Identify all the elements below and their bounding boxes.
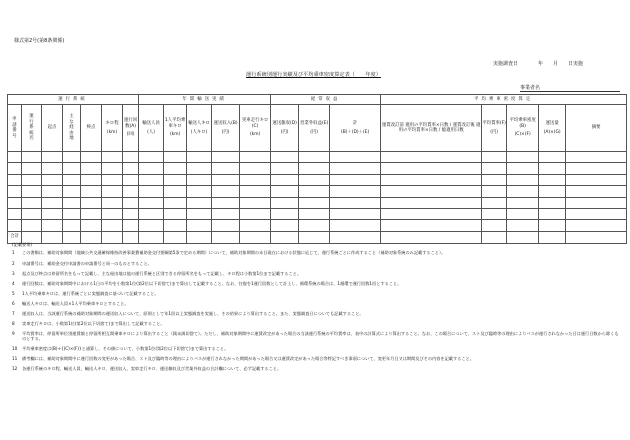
note-text: 各運行系統のキロ程、輸送人員、輸送人キロ、運送収入、実車走行キロ、運送雑収及び営業外収益の合計欄について、必ず記載すること。 bbox=[22, 366, 282, 372]
table-cell[interactable] bbox=[507, 174, 539, 185]
note-item bbox=[12, 271, 622, 276]
note-item bbox=[12, 356, 622, 361]
table-cell[interactable] bbox=[81, 163, 102, 174]
note-text: 運送収入は、当該運行系統の補助対象期間の運送収入について、原則として年1回以上実態調査を実施し、その結果により算出すること。また、実態調査日についても記載すること。 bbox=[22, 310, 364, 316]
table-cell[interactable] bbox=[299, 197, 330, 208]
table-cell[interactable] bbox=[81, 220, 102, 231]
table-cell[interactable] bbox=[240, 163, 271, 174]
column-header-label: 起点 bbox=[47, 125, 57, 131]
column-header-label: 運行回数(A) bbox=[123, 118, 138, 129]
table-cell[interactable] bbox=[330, 174, 381, 185]
table-cell[interactable] bbox=[164, 220, 187, 231]
table-cell[interactable] bbox=[8, 220, 22, 231]
group-route: 運行系統 bbox=[8, 95, 139, 105]
column-header-label: 営業外収益(E) bbox=[300, 121, 329, 126]
table-cell[interactable] bbox=[212, 208, 240, 219]
note-item bbox=[12, 261, 622, 266]
column-header-label: 運賃改訂前 適用の平均賃率×日数 / 運賃改訂後 適用の平均賃率×日数 / 総適用日数 bbox=[381, 122, 481, 133]
table-cell[interactable] bbox=[164, 163, 187, 174]
table-cell[interactable] bbox=[164, 152, 187, 163]
table-cell[interactable] bbox=[507, 163, 539, 174]
note-text: 申請番号は、補助金交付申請書の申請番号と同一のものとすること。 bbox=[22, 260, 152, 266]
table-cell[interactable] bbox=[299, 174, 330, 185]
table-cell[interactable] bbox=[212, 163, 240, 174]
note-number: 10 bbox=[12, 346, 18, 352]
table-cell[interactable] bbox=[63, 197, 81, 208]
column-header-unit: (人) bbox=[147, 129, 155, 135]
table-cell[interactable] bbox=[8, 163, 22, 174]
note-text: 実車走行キロは、小数第1位(第2位以下切捨て)まで算出して記載すること。 bbox=[22, 320, 165, 326]
table-cell[interactable] bbox=[330, 220, 381, 231]
table-row bbox=[8, 220, 627, 231]
table-cell[interactable] bbox=[566, 152, 627, 163]
table-cell[interactable] bbox=[42, 152, 63, 163]
note-number: 2 bbox=[12, 260, 15, 266]
table-cell[interactable] bbox=[63, 208, 81, 219]
data-rows bbox=[8, 152, 627, 232]
table-cell[interactable] bbox=[187, 152, 212, 163]
column-header bbox=[482, 105, 507, 152]
table-cell[interactable] bbox=[507, 186, 539, 197]
column-header bbox=[8, 105, 22, 152]
table-cell[interactable] bbox=[330, 208, 381, 219]
column-header-label: 運送雑収(D) bbox=[272, 121, 297, 126]
table-cell[interactable] bbox=[63, 220, 81, 231]
table-cell[interactable] bbox=[139, 208, 164, 219]
table-cell[interactable] bbox=[271, 152, 299, 163]
table-cell[interactable] bbox=[164, 197, 187, 208]
column-header bbox=[102, 105, 123, 152]
column-header-unit: (円) bbox=[310, 129, 319, 135]
table-cell[interactable] bbox=[381, 152, 482, 163]
table-cell[interactable] bbox=[299, 152, 330, 163]
table-row bbox=[8, 152, 627, 163]
column-header-label: 輸送人キロ bbox=[188, 121, 211, 126]
table-cell[interactable] bbox=[330, 152, 381, 163]
table-cell[interactable] bbox=[187, 220, 212, 231]
column-header bbox=[42, 105, 63, 152]
column-header bbox=[187, 105, 212, 152]
table-cell[interactable] bbox=[22, 163, 42, 174]
table-cell[interactable] bbox=[139, 186, 164, 197]
column-header-label: 平均賃率(F) bbox=[482, 121, 506, 126]
table-cell[interactable] bbox=[482, 163, 507, 174]
document-title: 運行系統別運行実績及び平均乗車密度算定表（ 年度） bbox=[246, 72, 381, 78]
table-cell[interactable] bbox=[330, 186, 381, 197]
table-cell[interactable] bbox=[566, 220, 627, 231]
table-cell[interactable] bbox=[102, 186, 123, 197]
table-cell[interactable] bbox=[8, 208, 22, 219]
column-header bbox=[539, 105, 566, 152]
table-cell[interactable] bbox=[139, 220, 164, 231]
table-cell[interactable] bbox=[381, 197, 482, 208]
note-item bbox=[12, 321, 622, 326]
table-cell[interactable] bbox=[507, 208, 539, 219]
table-cell[interactable] bbox=[212, 174, 240, 185]
table-cell[interactable] bbox=[482, 197, 507, 208]
table-cell[interactable] bbox=[299, 163, 330, 174]
total-label: 合計 bbox=[8, 231, 22, 243]
column-header bbox=[240, 105, 271, 152]
table-cell[interactable] bbox=[42, 186, 63, 197]
table-cell[interactable] bbox=[240, 220, 271, 231]
table-cell[interactable] bbox=[42, 208, 63, 219]
column-header-unit: (回) bbox=[126, 132, 135, 138]
table-cell[interactable] bbox=[381, 186, 482, 197]
column-header-unit: (C)×(F) bbox=[514, 132, 531, 138]
column-header-label: キロ程 bbox=[105, 121, 119, 126]
table-cell[interactable] bbox=[22, 186, 42, 197]
column-header-label: 運行系統名 bbox=[29, 114, 34, 142]
column-header-unit: (km) bbox=[169, 132, 181, 138]
table-cell[interactable] bbox=[123, 208, 139, 219]
column-header-unit: (km) bbox=[249, 132, 261, 138]
table-cell[interactable] bbox=[330, 163, 381, 174]
group-revenue: 経常収益 bbox=[271, 95, 381, 105]
table-cell[interactable] bbox=[8, 152, 22, 163]
table-cell[interactable] bbox=[566, 208, 627, 219]
column-header-unit: (B)＋(D)＋(E) bbox=[341, 129, 370, 135]
note-item bbox=[12, 366, 622, 371]
table-cell[interactable] bbox=[81, 174, 102, 185]
table-cell[interactable] bbox=[81, 152, 102, 163]
operator-name-label: 事業者名 bbox=[520, 85, 541, 91]
note-text: 運行回数は、補助対象期間中における1日の平均を小数第1位(第2位以下切捨て)まで算出して記載すること。なお、往復を1運行回数として計上し、循環系統の場合は、1循環で運行回数1回とすること。 bbox=[22, 280, 402, 286]
note-number: 1 bbox=[12, 250, 15, 256]
table-cell[interactable] bbox=[164, 186, 187, 197]
table-cell[interactable] bbox=[482, 174, 507, 185]
note-text: 平均賃率は、停留所単位別運賃額と停留所相互間乗車キロにより算出すること（銭未満切捨て）。ただし、補助対象期間中に運賃改定があった場合の当該運行系統の平均賃率は、表中の計算式により算出すること。なお、この場合について、スト及び臨時等の理由によりバスが運行されなかった日は運行日数から除くものとする。 bbox=[22, 330, 619, 342]
column-header bbox=[212, 105, 240, 152]
table-cell[interactable] bbox=[240, 197, 271, 208]
note-item bbox=[12, 346, 622, 351]
table-cell[interactable] bbox=[566, 186, 627, 197]
column-header-label: 平均乗車密度(B) bbox=[509, 118, 536, 129]
notes-list bbox=[12, 250, 622, 371]
column-header-label: 終点 bbox=[86, 125, 96, 131]
table-cell[interactable] bbox=[539, 220, 566, 231]
column-header bbox=[299, 105, 330, 152]
note-text: 平均乗車密度は(B)÷{(C)×(F)}と通算し、その値について、小数第1位(第2位以下切捨て)まで算出すること。 bbox=[22, 346, 229, 352]
note-text: 1人平均乗車キロは、運行系統ごとに実態調査に基づいて記載すること。 bbox=[22, 290, 159, 296]
table-cell[interactable] bbox=[299, 220, 330, 231]
table-cell[interactable] bbox=[507, 220, 539, 231]
column-header-unit: (円) bbox=[280, 129, 289, 135]
table-cell[interactable] bbox=[63, 186, 81, 197]
table-cell[interactable] bbox=[539, 174, 566, 185]
table-cell[interactable] bbox=[187, 186, 212, 197]
note-item bbox=[12, 291, 622, 296]
table-cell[interactable] bbox=[482, 220, 507, 231]
table-cell[interactable] bbox=[271, 186, 299, 197]
table-cell[interactable] bbox=[22, 152, 42, 163]
table-cell[interactable] bbox=[22, 208, 42, 219]
table-cell[interactable] bbox=[482, 186, 507, 197]
table-cell[interactable] bbox=[381, 163, 482, 174]
table-cell[interactable] bbox=[102, 152, 123, 163]
column-header-label: 運送量 bbox=[545, 121, 559, 126]
column-header-unit: (円) bbox=[490, 129, 499, 135]
form-number: 様式第2号(第8条関係) bbox=[14, 38, 65, 44]
table-cell[interactable] bbox=[102, 220, 123, 231]
table-cell[interactable] bbox=[42, 220, 63, 231]
note-item bbox=[12, 281, 622, 286]
table-cell[interactable] bbox=[81, 186, 102, 197]
table-cell[interactable] bbox=[381, 220, 482, 231]
table-cell[interactable] bbox=[139, 163, 164, 174]
column-header-label: 摘要 bbox=[591, 125, 601, 131]
operator-name-field[interactable] bbox=[520, 91, 620, 92]
note-number: 11 bbox=[12, 356, 18, 362]
table-cell[interactable] bbox=[63, 152, 81, 163]
table-row bbox=[8, 174, 627, 185]
table-cell[interactable] bbox=[8, 174, 22, 185]
column-header-label: 運送収入(B) bbox=[213, 121, 238, 126]
table-cell[interactable] bbox=[381, 174, 482, 185]
table-cell[interactable] bbox=[123, 220, 139, 231]
table-cell[interactable] bbox=[139, 197, 164, 208]
column-header bbox=[566, 105, 627, 152]
filling-instructions bbox=[12, 242, 622, 376]
table-cell[interactable] bbox=[123, 163, 139, 174]
table-cell[interactable] bbox=[187, 174, 212, 185]
table-cell[interactable] bbox=[539, 152, 566, 163]
note-number: 5 bbox=[12, 290, 15, 296]
table-cell[interactable] bbox=[102, 197, 123, 208]
table-cell[interactable] bbox=[566, 163, 627, 174]
table-row bbox=[8, 197, 627, 208]
column-header-label: 計 bbox=[352, 121, 358, 126]
table-cell[interactable] bbox=[271, 163, 299, 174]
table-cell[interactable] bbox=[81, 208, 102, 219]
table-row bbox=[8, 186, 627, 197]
table-row bbox=[8, 163, 627, 174]
table-cell[interactable] bbox=[123, 186, 139, 197]
note-number: 4 bbox=[12, 280, 15, 286]
column-header bbox=[22, 105, 42, 152]
table-cell[interactable] bbox=[63, 163, 81, 174]
table-cell[interactable] bbox=[240, 152, 271, 163]
table-cell[interactable] bbox=[8, 197, 22, 208]
table-cell[interactable] bbox=[482, 208, 507, 219]
note-item bbox=[12, 311, 622, 316]
note-number: 12 bbox=[12, 366, 18, 372]
table-cell[interactable] bbox=[271, 208, 299, 219]
column-header bbox=[123, 105, 139, 152]
table-cell[interactable] bbox=[139, 174, 164, 185]
column-header-unit: (km) bbox=[106, 129, 118, 135]
table-row bbox=[8, 208, 627, 219]
column-header bbox=[271, 105, 299, 152]
table-cell[interactable] bbox=[123, 152, 139, 163]
table-cell[interactable] bbox=[22, 174, 42, 185]
group-header-row bbox=[8, 95, 627, 105]
table-cell[interactable] bbox=[299, 208, 330, 219]
table-cell[interactable] bbox=[102, 208, 123, 219]
column-header bbox=[381, 105, 482, 152]
note-number: 3 bbox=[12, 270, 15, 276]
table-cell[interactable] bbox=[271, 197, 299, 208]
table-cell[interactable] bbox=[8, 186, 22, 197]
table-cell[interactable] bbox=[22, 220, 42, 231]
note-number: 9 bbox=[12, 330, 15, 336]
column-header bbox=[507, 105, 539, 152]
note-text: 輸送人キロは、輸送人員×1人平均乗車キロとすること。 bbox=[22, 300, 129, 306]
table-cell[interactable] bbox=[187, 197, 212, 208]
column-header bbox=[330, 105, 381, 152]
column-header-label: 主な経由地 bbox=[69, 114, 74, 142]
notes-heading: (記載要領) bbox=[12, 242, 33, 247]
note-number: 7 bbox=[12, 310, 15, 316]
column-header-label: 輸送人員 bbox=[142, 121, 160, 126]
group-annual: 年間輸送実績 bbox=[139, 95, 271, 105]
table-cell[interactable] bbox=[212, 220, 240, 231]
table-cell[interactable] bbox=[102, 163, 123, 174]
group-density: 平均乗車密度算定 bbox=[381, 95, 627, 105]
table-cell[interactable] bbox=[42, 163, 63, 174]
table-cell[interactable] bbox=[240, 174, 271, 185]
table-cell[interactable] bbox=[507, 197, 539, 208]
table-cell[interactable] bbox=[212, 186, 240, 197]
table-cell[interactable] bbox=[164, 208, 187, 219]
column-header bbox=[164, 105, 187, 152]
table-cell[interactable] bbox=[271, 174, 299, 185]
table-cell[interactable] bbox=[63, 174, 81, 185]
route-performance-table bbox=[7, 94, 627, 244]
table-cell[interactable] bbox=[42, 197, 63, 208]
table-cell[interactable] bbox=[240, 208, 271, 219]
table-cell[interactable] bbox=[507, 152, 539, 163]
table-cell[interactable] bbox=[187, 208, 212, 219]
table-cell[interactable] bbox=[539, 186, 566, 197]
table-cell[interactable] bbox=[271, 220, 299, 231]
table-cell[interactable] bbox=[81, 197, 102, 208]
column-header-unit: (人キロ) bbox=[190, 129, 208, 135]
note-text: この書類は、補助対象期間（地域公共交通確保維持改善事業費補助金交付要綱第5条で定める期間）について、補助対象期間の末日現在における状態に応じて、運行系統ごとに作成すること（補助対象系統のみ記載すること）。 bbox=[22, 250, 446, 256]
table-cell[interactable] bbox=[566, 174, 627, 185]
table-cell[interactable] bbox=[299, 186, 330, 197]
column-header-unit: (A)×(G) bbox=[543, 129, 561, 135]
column-header-unit: (円) bbox=[221, 129, 230, 135]
table-cell[interactable] bbox=[482, 152, 507, 163]
note-text: 備考欄には、補助対象期間中に運行回数の変更があった場合、スト及び臨時等の理由によりバスが運行されなかった期間があった場合又は運賃改定があった場合等特記すべき事項について、変更年月日又は期間及びその内容を記載すること。 bbox=[22, 356, 474, 362]
table-cell[interactable] bbox=[42, 174, 63, 185]
table-cell[interactable] bbox=[539, 197, 566, 208]
note-text: 起点及び終点は停留所名をもって記載し、主な経由地は他の運行系統と区別できる停留所名をもって記載し、キロ程は小数第1位まで記載すること。 bbox=[22, 270, 302, 276]
note-item bbox=[12, 331, 622, 342]
table-cell[interactable] bbox=[187, 163, 212, 174]
table-cell[interactable] bbox=[212, 152, 240, 163]
column-header bbox=[81, 105, 102, 152]
table-cell[interactable] bbox=[22, 197, 42, 208]
column-header-row bbox=[8, 105, 627, 152]
table-cell[interactable] bbox=[566, 197, 627, 208]
table-cell[interactable] bbox=[139, 152, 164, 163]
note-number: 8 bbox=[12, 320, 15, 326]
table-cell[interactable] bbox=[164, 174, 187, 185]
table-cell[interactable] bbox=[102, 174, 123, 185]
column-header bbox=[139, 105, 164, 152]
table-cell[interactable] bbox=[240, 186, 271, 197]
table-cell[interactable] bbox=[123, 197, 139, 208]
column-header-label: 申請番号 bbox=[12, 117, 17, 139]
table-cell[interactable] bbox=[123, 174, 139, 185]
table-cell[interactable] bbox=[212, 197, 240, 208]
column-header-label: 実車走行キロ(C) bbox=[241, 118, 269, 129]
note-item bbox=[12, 301, 622, 306]
table-cell[interactable] bbox=[539, 163, 566, 174]
note-number: 6 bbox=[12, 300, 15, 306]
table-cell[interactable] bbox=[539, 208, 566, 219]
table-cell[interactable] bbox=[330, 197, 381, 208]
survey-date: 実施調査日 年 月 日実施 bbox=[493, 61, 584, 67]
note-item bbox=[12, 250, 622, 255]
column-header bbox=[63, 105, 81, 152]
column-header-label: 1人平均乗車キロ bbox=[164, 118, 186, 129]
table-cell[interactable] bbox=[381, 208, 482, 219]
